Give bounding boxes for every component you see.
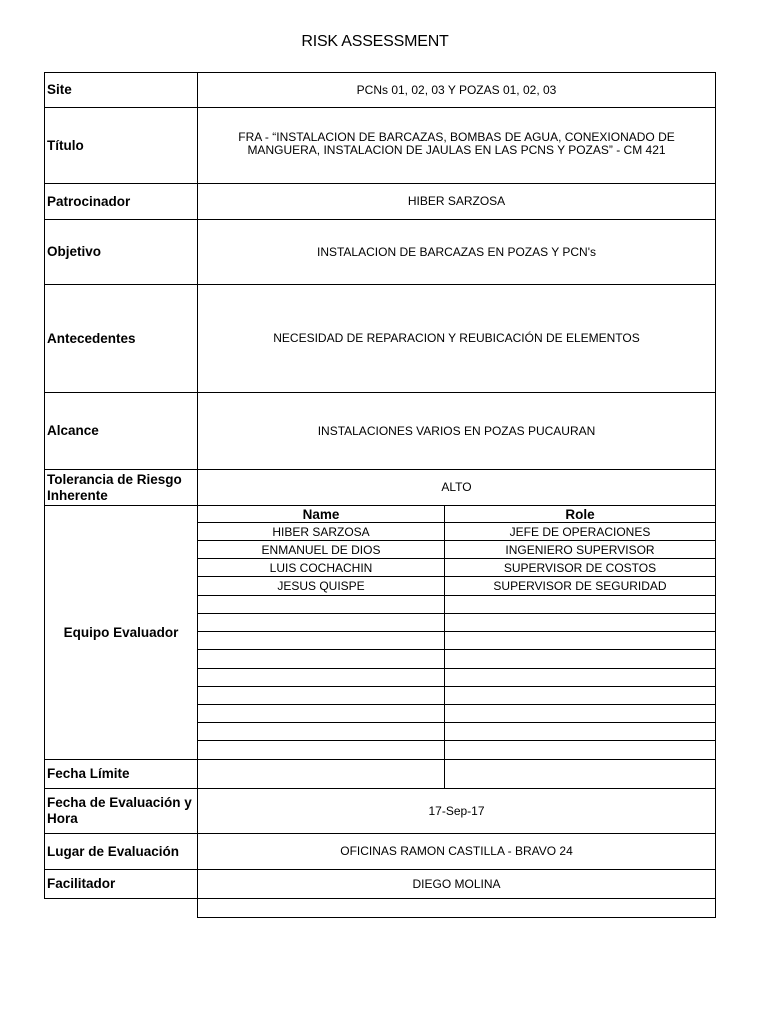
team-member-name: JESUS QUISPE [277, 579, 365, 593]
patrocinador-label: Patrocinador [47, 193, 131, 209]
team-header-role: Role [565, 507, 595, 522]
objetivo-label: Objetivo [47, 244, 102, 259]
team-member-name: ENMANUEL DE DIOS [261, 543, 381, 557]
assessment-form [44, 72, 716, 918]
patrocinador-value: HIBER SARZOSA [407, 194, 506, 208]
alcance-label: Alcance [47, 423, 99, 438]
facilitador-label: Facilitador [47, 876, 116, 891]
equipo-evaluador-label: Equipo Evaluador [63, 624, 179, 640]
alcance-value: INSTALACIONES VARIOS EN POZAS PUCAURAN [317, 423, 596, 438]
antecedentes-label: Antecedentes [47, 330, 136, 346]
tolerancia-label: Tolerancia de Riesgo Inherente [47, 471, 182, 503]
team-member-name: HIBER SARZOSA [272, 525, 370, 539]
tolerancia-value: ALTO [441, 480, 472, 494]
team-header-name: Name [302, 507, 340, 522]
fecha-limite-label: Fecha Límite [47, 766, 130, 781]
fecha-evaluacion-label: Fecha de Evaluación y Hora [47, 795, 192, 826]
team-member-role: SUPERVISOR DE COSTOS [503, 561, 657, 575]
lugar-evaluacion-value: OFICINAS RAMON CASTILLA - BRAVO 24 [340, 844, 573, 858]
team-member-role: SUPERVISOR DE SEGURIDAD [493, 579, 667, 593]
site-label: Site [47, 82, 72, 97]
objetivo-value: INSTALACION DE BARCAZAS EN POZAS Y PCN's [316, 244, 597, 259]
site-value: PCNs 01, 02, 03 Y POZAS 01, 02, 03 [356, 82, 557, 97]
fecha-limite-value [198, 760, 444, 788]
lugar-evaluacion-label: Lugar de Evaluación [47, 843, 180, 859]
team-member-name: LUIS COCHACHIN [269, 561, 373, 575]
document-title: RISK ASSESSMENT [301, 33, 449, 50]
titulo-label: Título [47, 137, 84, 153]
antecedentes-value: NECESIDAD DE REPARACION Y REUBICACIÓN DE ELEMENTOS [273, 331, 640, 345]
facilitador-value: DIEGO MOLINA [412, 876, 501, 891]
fecha-evaluacion-value: 17-Sep-17 [428, 803, 485, 818]
team-member-role: JEFE DE OPERACIONES [509, 525, 651, 539]
titulo-value: FRA - “INSTALACION DE BARCAZAS, BOMBAS DE AGUA, CONEXIONADO DE MANGUERA, INSTALACION DE JAULAS EN LAS PCNS Y POZAS” - CM 421 [238, 129, 675, 157]
team-member-role: INGENIERO SUPERVISOR [505, 543, 655, 557]
